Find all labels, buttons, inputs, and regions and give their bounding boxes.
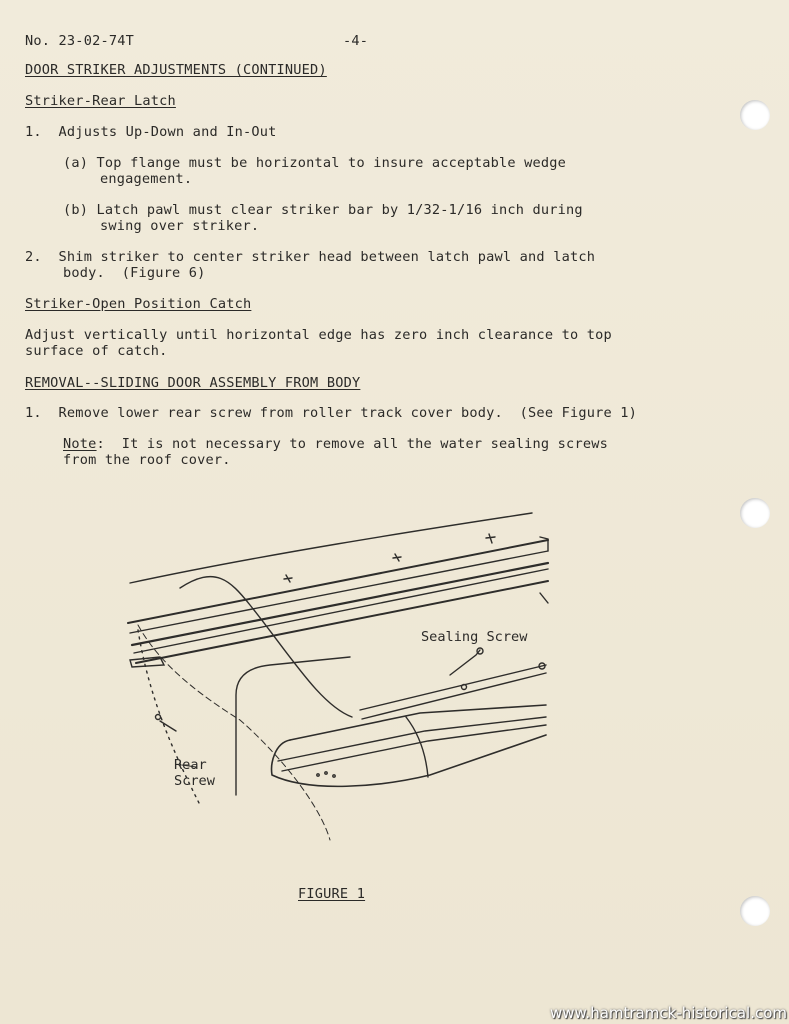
rear-screw-label-line-1: Rear (174, 757, 207, 773)
removal-note-line-1 (63, 436, 608, 452)
doc-number: No. 23-02-74T (25, 33, 134, 49)
rear-screw-label-line-2: Screw (174, 773, 215, 789)
page-number: -4- (343, 33, 369, 49)
site-watermark: www.hamtramck-historical.com (550, 1004, 787, 1022)
rear-latch-item-2-line-2: body. (Figure 6) (63, 265, 206, 281)
rear-latch-item-1: 1. Adjusts Up-Down and In-Out (25, 124, 277, 140)
binder-hole-bottom (740, 896, 770, 926)
rear-latch-item-1a-line-2: engagement. (100, 171, 193, 187)
removal-note-line-2: from the roof cover. (63, 452, 231, 468)
sealing-screw-label: Sealing Screw (421, 629, 528, 645)
open-catch-heading: Striker-Open Position Catch (25, 296, 252, 312)
figure-caption: FIGURE 1 (298, 886, 366, 902)
rear-latch-item-2-line-1: 2. Shim striker to center striker head between latch pawl and latch (25, 249, 596, 265)
open-catch-line-1: Adjust vertically until horizontal edge has zero inch clearance to top (25, 327, 612, 343)
section-title: DOOR STRIKER ADJUSTMENTS (CONTINUED) (25, 62, 327, 78)
rear-latch-item-1a-line-1: (a) Top flange must be horizontal to insure acceptable wedge (63, 155, 567, 171)
binder-hole-top (740, 100, 770, 130)
figure-1-drawing (120, 505, 560, 860)
open-catch-line-2: surface of catch. (25, 343, 168, 359)
note-label: Note (63, 436, 97, 452)
binder-hole-middle (740, 498, 770, 528)
removal-item-1: 1. Remove lower rear screw from roller track cover body. (See Figure 1) (25, 405, 638, 421)
removal-heading: REMOVAL--SLIDING DOOR ASSEMBLY FROM BODY (25, 375, 361, 391)
rear-latch-heading: Striker-Rear Latch (25, 93, 176, 109)
rear-latch-item-1b-line-2: swing over striker. (100, 218, 260, 234)
note-text: : It is not necessary to remove all the water sealing screws (96, 436, 608, 452)
rear-latch-item-1b-line-1: (b) Latch pawl must clear striker bar by 1/32-1/16 inch during (63, 202, 583, 218)
